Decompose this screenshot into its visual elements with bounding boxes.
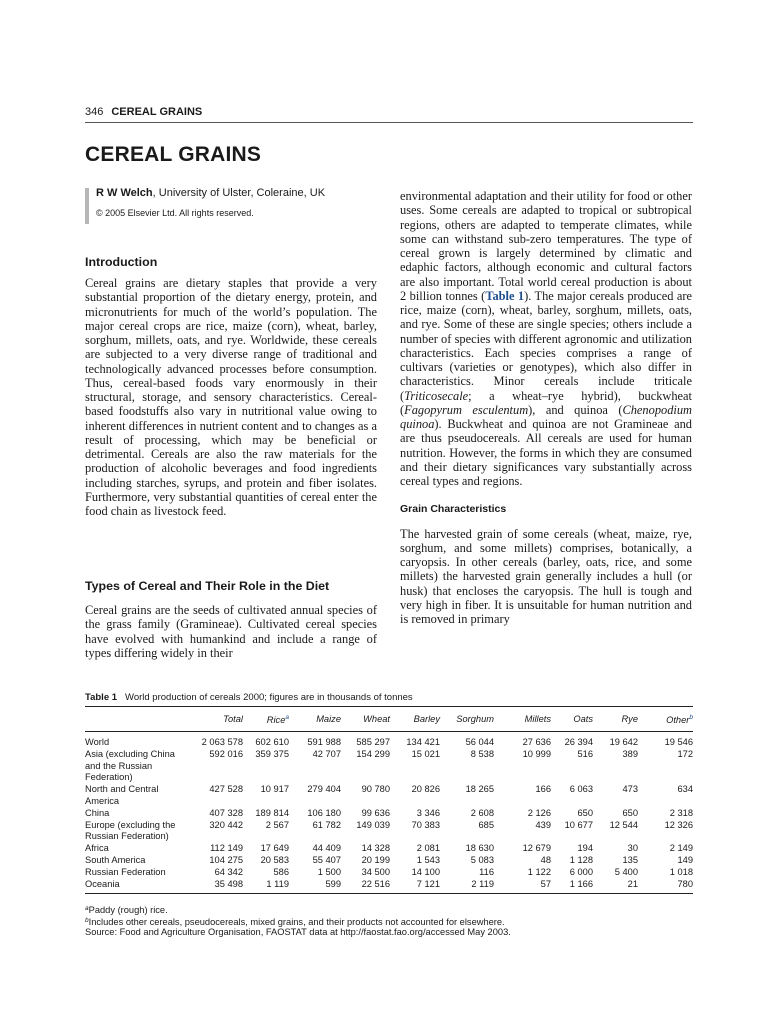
value-cell: 14 328 — [361, 843, 390, 854]
value-cell: 6 063 — [569, 784, 593, 795]
value-cell: 5 083 — [470, 854, 494, 865]
value-cell: 2 119 — [471, 878, 494, 889]
table-row — [85, 808, 693, 820]
value-cell: 90 780 — [361, 784, 390, 795]
column-label: Maize — [316, 714, 341, 724]
table-row — [85, 855, 693, 867]
column-header — [551, 708, 593, 730]
text-fragment: environmental adaptation and their utility for food or other uses. Some cereals are adapted to tropical or subtropical regions, others are adapted to temperate climates, while some can withstand sub-zero temperatures. The type of cereal grown is largely determined by climatic and edaphic factors, although economic and cultural factors are also important. Total world cereal production is about 2 billion tonnes ( — [400, 189, 692, 303]
grain-text: The harvested grain of some cereals (wheat, maize, rye, sorghum, and some millets) comprises, botanically, a caryopsis. In other cereals (barley, oats, rice, and some millets) the harvested grain generally includes a hull (or husk) that encloses the caryopsis. The hull is tough and very high in fiber. It is unsuitable for human nutrition and is removed in primary — [400, 526, 692, 626]
value-cell: 149 — [677, 854, 693, 865]
footnote — [85, 916, 511, 928]
value-cell: 19 642 — [609, 737, 638, 747]
text-fragment: ), and quinoa ( — [528, 402, 623, 417]
value-cell: 104 275 — [209, 854, 243, 865]
table-row — [85, 820, 693, 844]
footnote-text: Source: Food and Agriculture Organisation, FAOSTAT data at http://faostat.fao.org/accessed May 2003. — [85, 927, 511, 937]
table-label: Table 1 — [85, 692, 118, 703]
value-cell: 12 544 — [609, 819, 638, 830]
column-label: Barley — [413, 714, 440, 724]
value-cell: 42 707 — [312, 748, 341, 759]
column-label: Other — [666, 714, 690, 725]
value-cell: 56 044 — [465, 737, 494, 747]
value-cell: 154 299 — [356, 748, 390, 759]
author-affiliation: , University of Ulster, Coleraine, UK — [152, 187, 326, 199]
value-cell: 427 528 — [209, 784, 243, 795]
footnote-text: Paddy (rough) rice. — [88, 905, 168, 915]
types-continued-text — [400, 189, 692, 488]
column-header — [193, 708, 243, 730]
value-cell: 2 608 — [470, 807, 494, 818]
value-cell: 591 988 — [307, 737, 341, 747]
value-cell: 27 636 — [522, 737, 551, 747]
table-body — [85, 730, 693, 890]
region-cell: Asia (excluding China and the Russian Federation) — [85, 748, 175, 783]
value-cell: 15 021 — [411, 748, 440, 759]
table-row — [85, 730, 693, 749]
column-label: Oats — [573, 714, 593, 724]
footnote-mark: b — [85, 916, 89, 924]
value-cell: 1 018 — [669, 866, 693, 877]
value-cell: 64 342 — [214, 866, 243, 877]
value-cell: 44 409 — [312, 843, 341, 854]
value-cell: 194 — [577, 843, 593, 854]
table-row — [85, 843, 693, 855]
column-header — [390, 708, 440, 730]
value-cell: 18 630 — [465, 843, 494, 854]
value-cell: 389 — [622, 748, 638, 759]
text-fragment: ). Buckwheat and quinoa are not Gramineae and are thus pseudocereals. All cereals are used for human nutrition. However, the forms in which they are consumed and their dietary significances vary substantially across cereal types and regions. — [400, 417, 692, 488]
running-title: CEREAL GRAINS — [111, 106, 203, 118]
value-cell: 20 583 — [260, 854, 289, 865]
value-cell: 189 814 — [255, 807, 289, 818]
value-cell: 106 180 — [307, 807, 341, 818]
table-bottom-rule — [85, 893, 693, 894]
value-cell: 1 543 — [416, 854, 440, 865]
introduction-paragraph — [85, 276, 377, 518]
species-buckwheat: Fagopyrum esculentum — [404, 402, 529, 417]
value-cell: 5 400 — [614, 866, 638, 877]
value-cell: 516 — [577, 748, 593, 759]
types-paragraph — [85, 603, 377, 660]
table-caption — [85, 692, 413, 703]
value-cell: 14 100 — [411, 866, 440, 877]
value-cell: 602 610 — [255, 737, 289, 747]
value-cell: 407 328 — [209, 807, 243, 818]
column-header — [243, 708, 289, 730]
column-label: Rye — [621, 714, 638, 724]
table-row — [85, 879, 693, 891]
column-header — [440, 708, 494, 730]
production-table — [85, 708, 693, 890]
right-column — [400, 189, 692, 626]
value-cell: 20 199 — [361, 854, 390, 865]
heading-types-of-cereal: Types of Cereal and Their Role in the Diet — [85, 579, 330, 593]
footnote-marker: a — [285, 713, 289, 721]
value-cell: 279 404 — [307, 784, 341, 795]
author-line — [96, 187, 325, 199]
value-cell: 592 016 — [209, 748, 243, 759]
value-cell: 599 — [325, 878, 341, 889]
value-cell: 2 567 — [265, 819, 289, 830]
species-triticale: Triticosecale — [404, 388, 469, 403]
column-header-region — [85, 708, 193, 730]
region-cell: China — [85, 807, 110, 818]
table-footnotes — [85, 904, 511, 938]
value-cell: 650 — [622, 807, 638, 818]
column-header — [494, 708, 551, 730]
region-cell: Europe (excluding the Russian Federation) — [85, 819, 176, 842]
column-label: Total — [223, 714, 243, 724]
column-header — [638, 708, 693, 730]
column-label: Millets — [524, 714, 551, 724]
value-cell: 10 677 — [564, 819, 593, 830]
region-cell: World — [85, 737, 110, 747]
value-cell: 685 — [478, 819, 494, 830]
value-cell: 585 297 — [356, 737, 390, 747]
author-bar — [85, 188, 89, 224]
copyright: © 2005 Elsevier Ltd. All rights reserved. — [96, 208, 254, 218]
table-row — [85, 784, 693, 808]
footnote-text: Includes other cereals, pseudocereals, mixed grains, and their products not accounted for elsewhere. — [88, 916, 505, 927]
region-cell: Oceania — [85, 878, 120, 889]
table-row — [85, 749, 693, 784]
column-header — [289, 708, 341, 730]
value-cell: 22 516 — [361, 878, 390, 889]
value-cell: 18 265 — [465, 784, 494, 795]
value-cell: 7 121 — [416, 878, 440, 889]
value-cell: 55 407 — [312, 854, 341, 865]
value-cell: 1 166 — [569, 878, 593, 889]
value-cell: 473 — [622, 784, 638, 795]
footnote — [85, 927, 511, 938]
region-cell: Africa — [85, 843, 109, 854]
value-cell: 12 679 — [522, 843, 551, 854]
value-cell: 1 128 — [569, 854, 593, 865]
value-cell: 2 318 — [669, 807, 693, 818]
value-cell: 780 — [677, 878, 693, 889]
value-cell: 134 421 — [406, 737, 440, 747]
value-cell: 34 500 — [361, 866, 390, 877]
value-cell: 116 — [479, 866, 494, 877]
region-cell: North and Central America — [85, 784, 159, 806]
value-cell: 1 500 — [317, 866, 341, 877]
region-cell: South America — [85, 854, 146, 865]
value-cell: 20 826 — [411, 784, 440, 795]
value-cell: 10 999 — [522, 748, 551, 759]
page-number: 346 — [85, 106, 104, 118]
value-cell: 135 — [622, 854, 638, 865]
article-title: CEREAL GRAINS — [85, 143, 262, 166]
value-cell: 172 — [677, 748, 693, 759]
value-cell: 6 000 — [569, 866, 593, 877]
running-header — [85, 106, 202, 118]
text-fragment: ). The major cereals produced are rice, maize (corn), wheat, barley, sorghum, millets, oats, and rye. Some of these are single species; others include a number of species with different agronomic and utilization characteristics. Each species comprises a range of cultivars (varieties or genotypes), which also differ in characteristics. Minor cereals include triticale ( — [400, 288, 692, 403]
value-cell: 8 538 — [470, 748, 494, 759]
heading-introduction: Introduction — [85, 255, 158, 269]
region-cell: Russian Federation — [85, 866, 166, 877]
value-cell: 2 063 578 — [201, 737, 243, 747]
table-top-rule — [85, 706, 693, 707]
value-cell: 21 — [627, 878, 638, 889]
species-quinoa: Chenopodium quinoa — [400, 402, 692, 431]
heading-grain-characteristics: Grain Characteristics — [400, 503, 507, 516]
table-1-link[interactable]: Table 1 — [485, 288, 525, 303]
table-head — [85, 708, 693, 730]
table-row — [85, 867, 693, 879]
table-header-row — [85, 708, 693, 730]
column-label: Rice — [266, 714, 286, 725]
header-rule — [85, 122, 693, 123]
value-cell: 35 498 — [214, 878, 243, 889]
author-name: R W Welch — [96, 187, 153, 199]
column-header — [341, 708, 390, 730]
value-cell: 48 — [540, 854, 551, 865]
value-cell: 586 — [273, 866, 289, 877]
value-cell: 70 383 — [411, 819, 440, 830]
value-cell: 17 649 — [260, 843, 289, 854]
value-cell: 2 149 — [669, 843, 693, 854]
footnote-mark: a — [85, 905, 89, 912]
value-cell: 3 346 — [416, 807, 440, 818]
value-cell: 19 546 — [664, 737, 693, 747]
value-cell: 1 119 — [266, 878, 289, 889]
value-cell: 359 375 — [255, 748, 289, 759]
value-cell: 1 122 — [527, 866, 551, 877]
value-cell: 61 782 — [312, 819, 341, 830]
table-caption-text: World production of cereals 2000; figures are in thousands of tonnes — [125, 692, 413, 703]
value-cell: 112 149 — [210, 843, 243, 854]
footnote-marker: b — [689, 713, 693, 721]
value-cell: 99 636 — [361, 807, 390, 818]
value-cell: 26 394 — [564, 737, 593, 747]
value-cell: 634 — [677, 784, 693, 795]
value-cell: 2 081 — [416, 843, 440, 854]
column-header — [593, 708, 638, 730]
value-cell: 439 — [535, 819, 551, 830]
types-text: Cereal grains are the seeds of cultivated annual species of the grass family (Gramineae). Cultivated cereal species have evolved with humankind and include a range of types differing widely in their — [85, 603, 377, 660]
value-cell: 12 326 — [664, 819, 693, 830]
column-label: Sorghum — [456, 714, 494, 724]
value-cell: 2 126 — [527, 807, 551, 818]
value-cell: 650 — [577, 807, 593, 818]
column-label: Wheat — [363, 714, 390, 724]
introduction-text: Cereal grains are dietary staples that provide a very substantial proportion of the dietary energy, protein, and micronutrients for much of the world’s population. The major cereal crops are rice, maize (corn), wheat, barley, sorghum, millets, oats, and rye. Worldwide, these cereals are subjected to a very diverse range of traditional and technologically advanced processes before consumption. Thus, cereal-based foods vary enormously in their structural, storage, and sensory characteristics. Cereal-based foodstuffs also vary in nutritional value owing to inherent differences in nutrient content and to changes as a result of processing, which may be beneficial or detrimental. Cereals are also the raw materials for the production of alcoholic beverages and food ingredients including starches, syrups, and protein and fiber isolates. Furthermore, very substantial quantities of cereal enter the food chain as livestock feed. — [85, 276, 377, 518]
value-cell: 57 — [540, 878, 551, 889]
footnote — [85, 904, 511, 916]
value-cell: 10 917 — [260, 784, 289, 795]
text-fragment: ; a wheat–rye hybrid), buckwheat ( — [400, 388, 692, 417]
value-cell: 166 — [535, 784, 551, 795]
value-cell: 149 039 — [356, 819, 390, 830]
value-cell: 320 442 — [209, 819, 243, 830]
value-cell: 30 — [627, 843, 638, 854]
